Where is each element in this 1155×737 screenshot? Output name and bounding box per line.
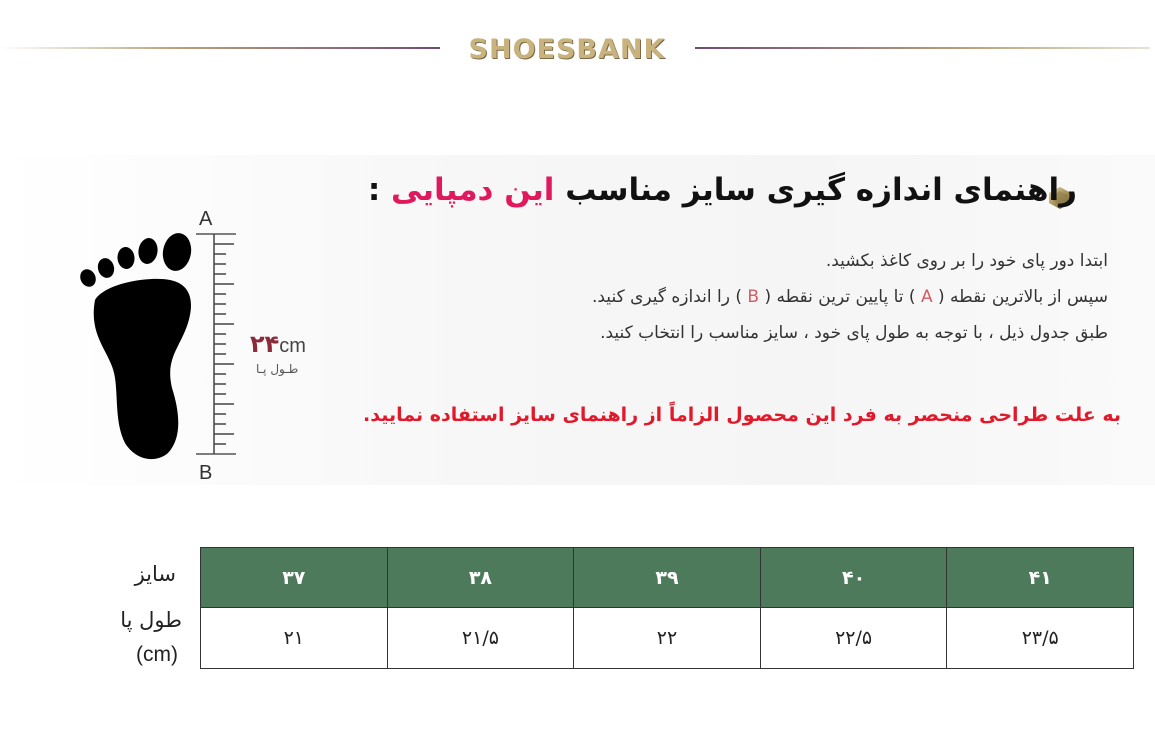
size-table xyxy=(200,547,1134,669)
size-cell: ۳۹ xyxy=(574,548,761,608)
instruction-line-2-part-c: ) را اندازه گیری کنید. xyxy=(591,287,748,307)
instruction-line-1: ابتدا دور پای خود را بر روی کاغذ بکشید. xyxy=(825,251,1108,271)
length-row-unit: (cm) xyxy=(136,643,178,666)
length-cell: ۲۱ xyxy=(201,608,388,669)
instruction-line-2-part-b: ) تا پایین ترین نقطه ( xyxy=(759,287,921,307)
ruler-icon xyxy=(196,228,244,460)
size-cell: ۴۱ xyxy=(947,548,1134,608)
brand-logo: SHOESBANK xyxy=(468,34,666,65)
length-cell: ۲۲ xyxy=(574,608,761,669)
size-table-header-row xyxy=(201,548,1134,608)
foot-length-value xyxy=(250,330,306,358)
length-cell: ۲۱/۵ xyxy=(387,608,574,669)
instruction-line-3: طبق جدول ذیل ، با توجه به طول پای خود ، سایز مناسب را انتخاب کنید. xyxy=(600,323,1108,343)
point-b-marker: B xyxy=(199,462,213,484)
point-a-marker: A xyxy=(199,208,213,230)
foot-length-unit: cm xyxy=(279,335,306,357)
page-title xyxy=(368,172,1077,208)
length-row-label: طول پا xyxy=(120,608,182,632)
instruction-line-2 xyxy=(592,287,1108,307)
title-accent: این دمپایی xyxy=(391,172,555,208)
size-cell: ۴۰ xyxy=(760,548,947,608)
size-row-label: سایز xyxy=(134,562,176,586)
title-suffix: : xyxy=(367,172,392,208)
header-divider-left xyxy=(0,47,440,49)
foot-length-caption: طـول پـا xyxy=(256,362,299,376)
size-cell: ۳۸ xyxy=(387,548,574,608)
foot-length-number: ۲۴ xyxy=(250,330,280,358)
point-a-label: A xyxy=(920,287,933,307)
size-cell: ۳۷ xyxy=(201,548,388,608)
point-b-label: B xyxy=(747,287,760,307)
header-divider-right xyxy=(695,47,1150,49)
instruction-line-2-part-a: سپس از بالاترین نقطه ( xyxy=(932,287,1108,307)
length-cell: ۲۳/۵ xyxy=(947,608,1134,669)
title-main: راهنمای اندازه گیری سایز مناسب xyxy=(554,172,1077,208)
length-cell: ۲۲/۵ xyxy=(760,608,947,669)
size-table-length-row xyxy=(201,608,1134,669)
warning-text: به علت طراحی منحصر به فرد این محصول الزاماً از راهنمای سایز استفاده نمایید. xyxy=(363,404,1121,426)
